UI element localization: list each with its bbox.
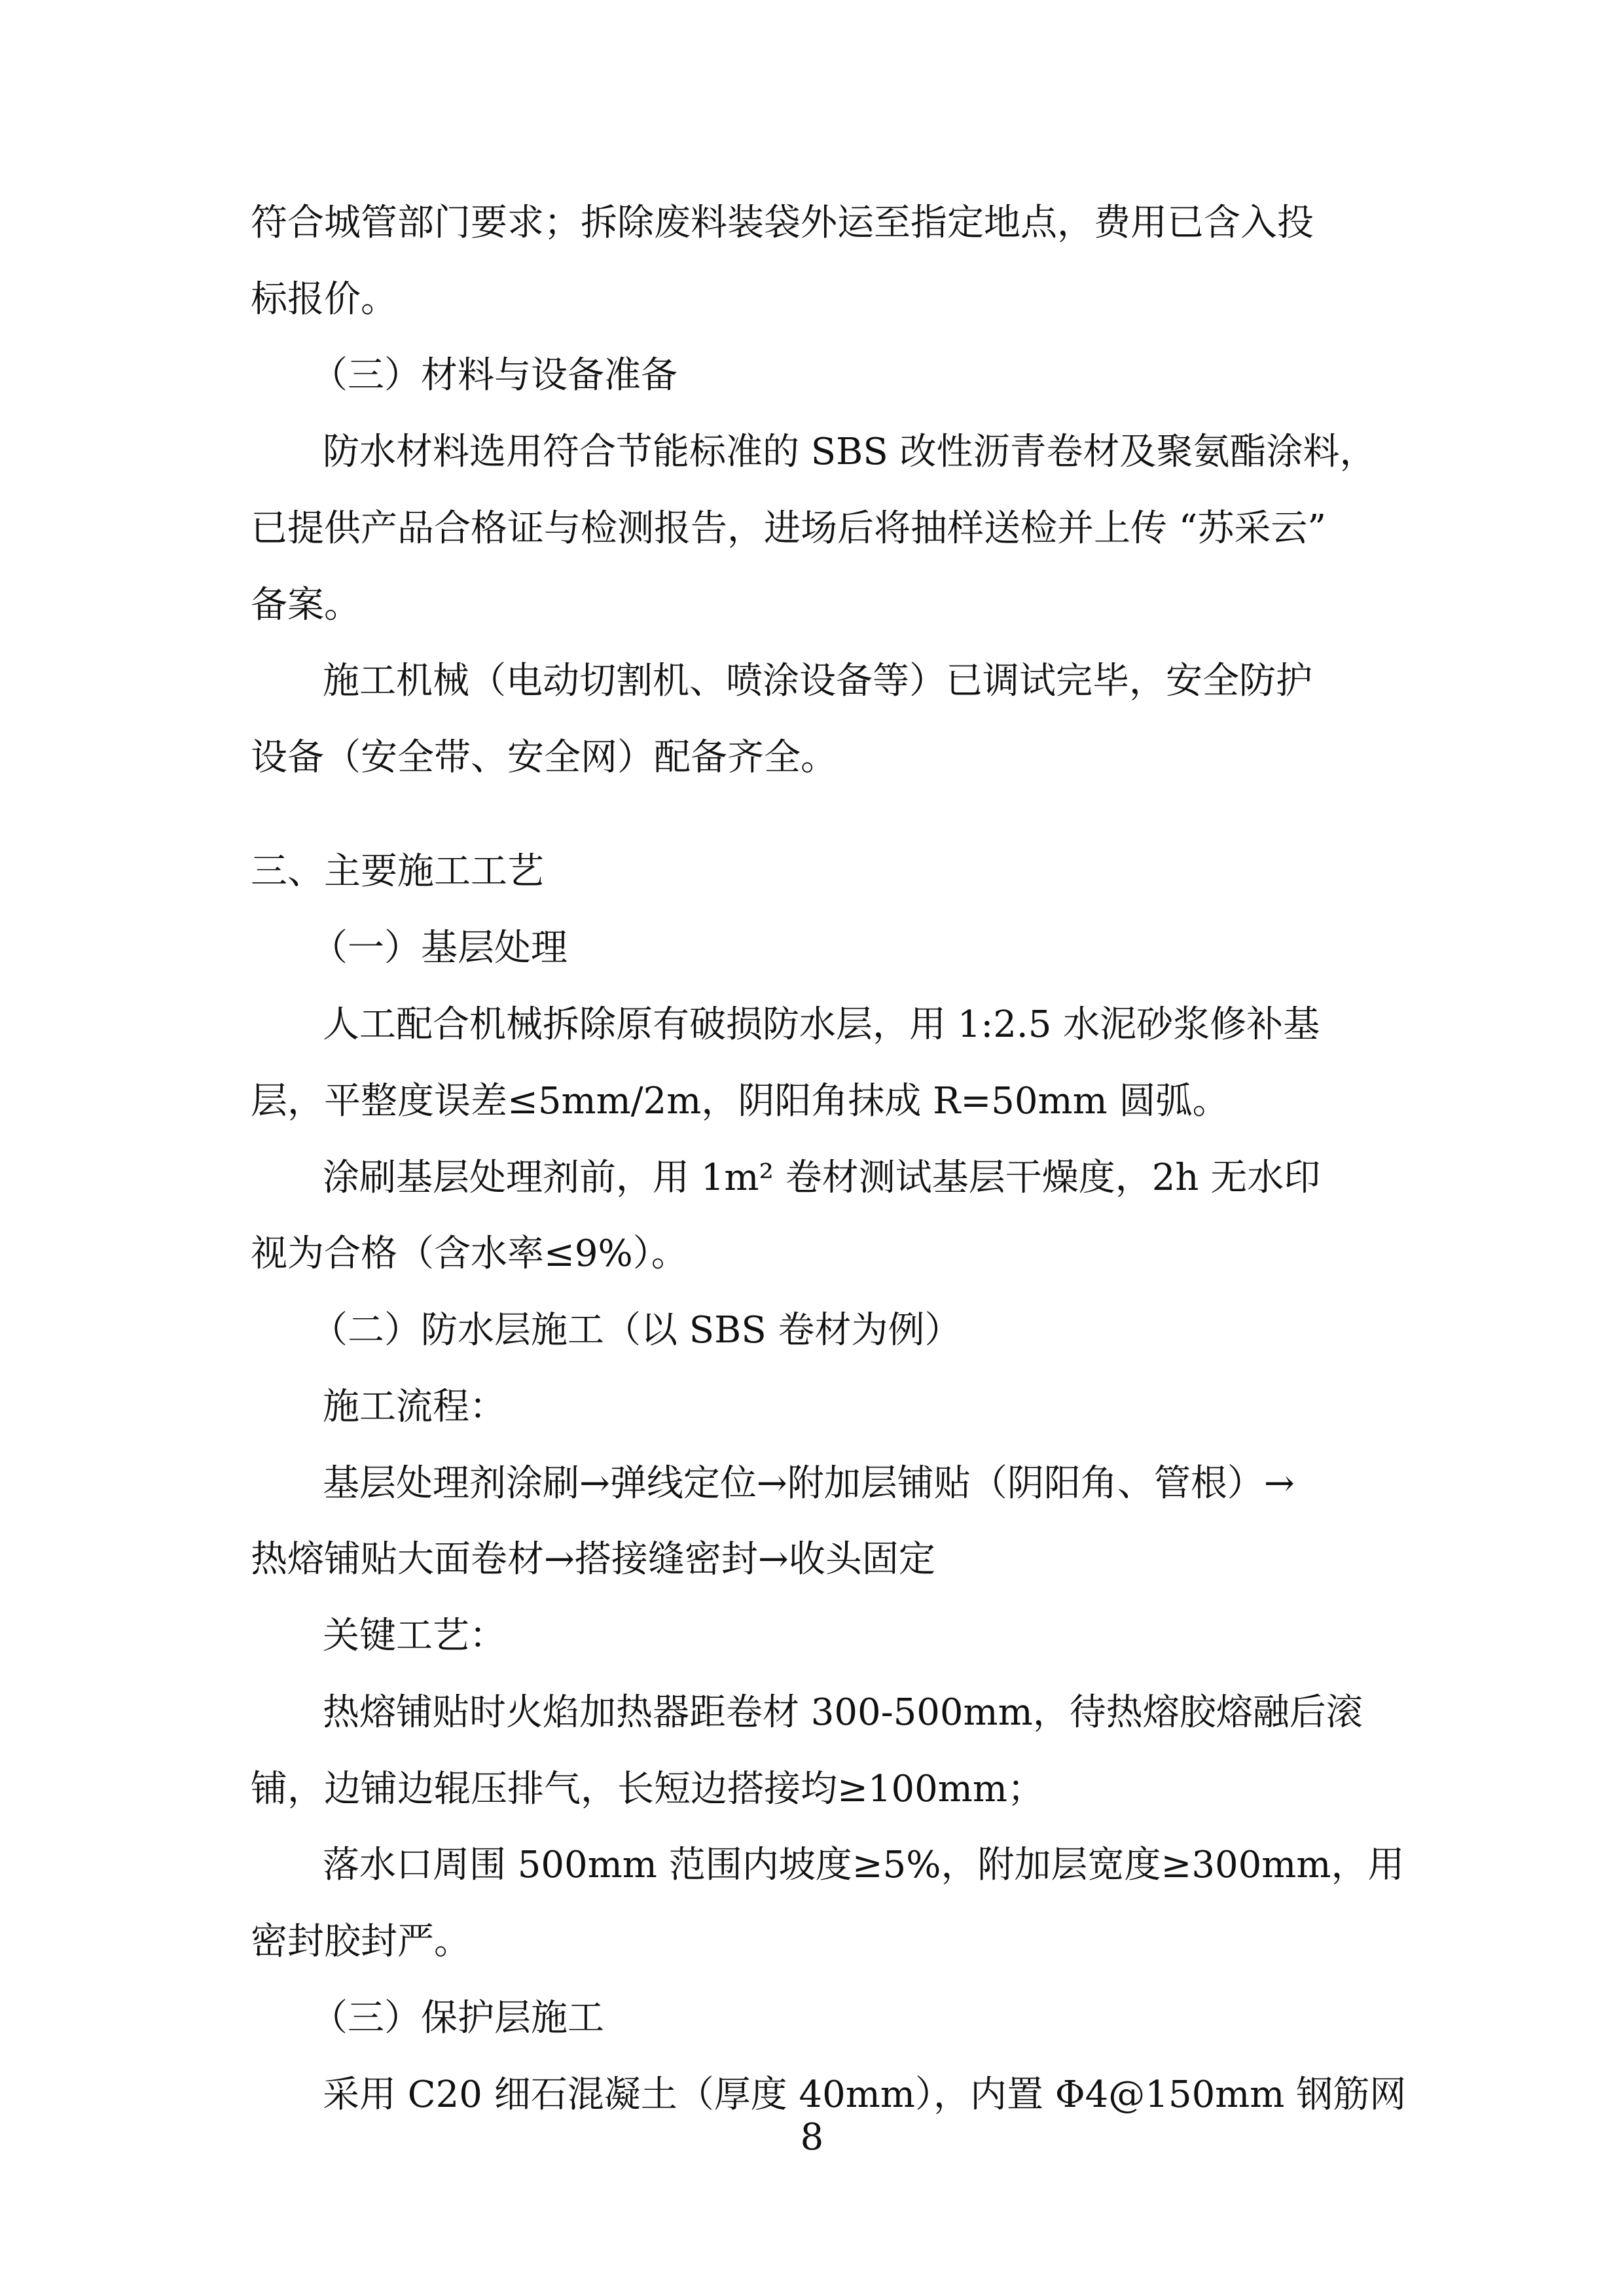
paragraph-line: 采用 C20 细石混凝土（厚度 40mm），内置 Φ4@150mm 钢筋网 — [323, 2073, 1407, 2116]
chapter-heading: 三、主要施工工艺 — [251, 850, 544, 893]
paragraph-line: 施工机械（电动切割机、喷涂设备等）已调试完毕，安全防护 — [323, 660, 1312, 702]
paragraph-line: 热熔铺贴时火焰加热器距卷材 300-500mm，待热熔胶熔融后滚 — [323, 1691, 1363, 1734]
paragraph-line: 层，平整度误差≤5mm/2m，阴阳角抹成 R=50mm 圆弧。 — [251, 1080, 1229, 1122]
paragraph-line: 关键工艺： — [323, 1615, 506, 1657]
paragraph-line: 铺，边铺边辊压排气，长短边搭接均≥100mm； — [251, 1768, 1045, 1810]
section-heading: （三）保护层施工 — [311, 1997, 604, 2039]
paragraph-line: 标报价。 — [251, 278, 397, 321]
paragraph-line: 人工配合机械拆除原有破损防水层，用 1:2.5 水泥砂浆修补基 — [323, 1003, 1320, 1046]
page-number: 8 — [800, 2116, 824, 2159]
section-heading: （一）基层处理 — [311, 927, 568, 969]
paragraph-line: 落水口周围 500mm 范围内坡度≥5%，附加层宽度≥300mm，用 — [323, 1844, 1405, 1886]
paragraph-line: 基层处理剂涂刷→弹线定位→附加层铺贴（阴阳角、管根）→ — [323, 1462, 1295, 1505]
paragraph-line: 密封胶封严。 — [251, 1920, 471, 1963]
paragraph-line: 符合城管部门要求；拆除废料装袋外运至指定地点，费用已含入投 — [251, 202, 1314, 244]
paragraph-line: 备案。 — [251, 584, 361, 626]
paragraph-line: 热熔铺贴大面卷材→搭接缝密封→收头固定 — [251, 1538, 935, 1581]
section-heading: （二）防水层施工（以 SBS 卷材为例） — [311, 1309, 962, 1352]
paragraph-line: 设备（安全带、安全网）配备齐全。 — [251, 736, 837, 779]
paragraph-line: 涂刷基层处理剂前，用 1m² 卷材测试基层干燥度，2h 无水印 — [323, 1157, 1321, 1199]
paragraph-line: 防水材料选用符合节能标准的 SBS 改性沥青卷材及聚氨酯涂料， — [323, 431, 1377, 473]
section-heading: （三）材料与设备准备 — [311, 354, 677, 397]
paragraph-line: 视为合格（含水率≤9%）。 — [251, 1232, 688, 1275]
paragraph-line: 施工流程： — [323, 1386, 506, 1428]
paragraph-line: 已提供产品合格证与检测报告，进场后将抽样送检并上传 “苏采云” — [251, 507, 1327, 550]
